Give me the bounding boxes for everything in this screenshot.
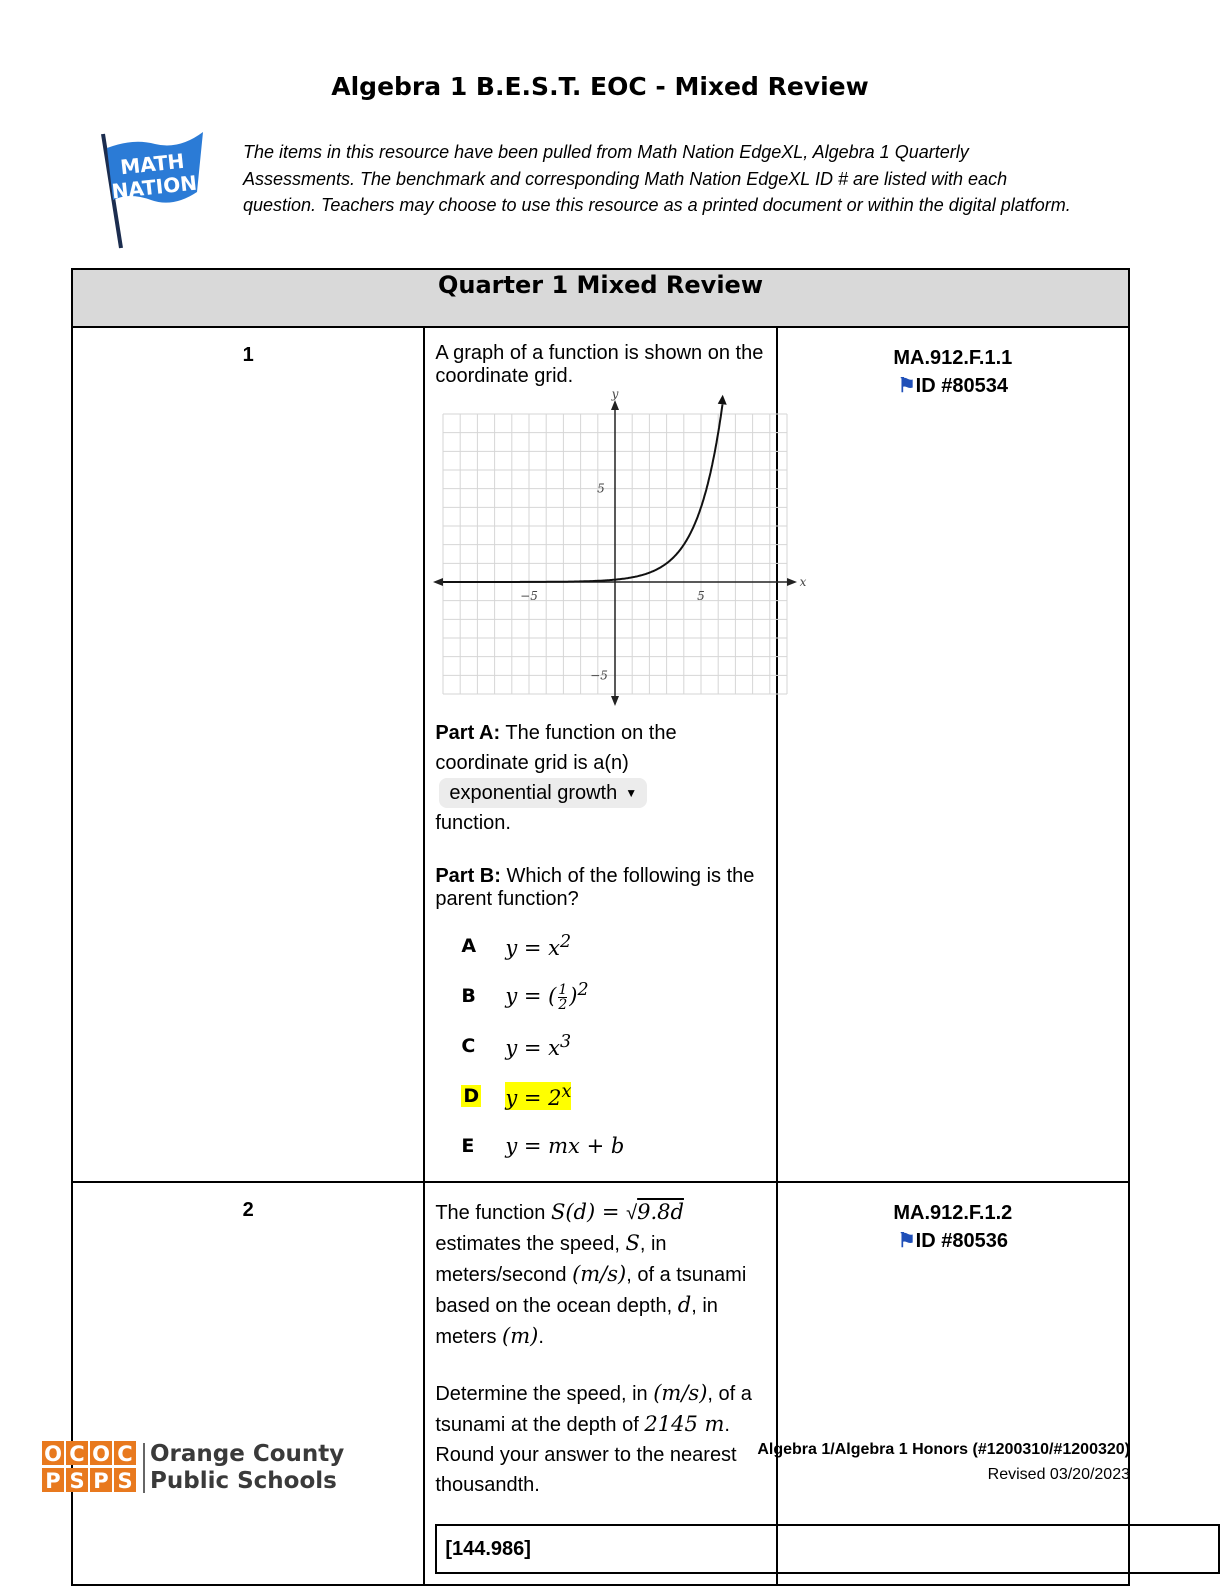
answer-dropdown[interactable]	[439, 778, 647, 808]
svg-text:S: S	[117, 1469, 133, 1493]
flag-icon: ⚑	[897, 1230, 916, 1252]
question-row	[72, 327, 1129, 1182]
x-tick-label: 5	[697, 589, 706, 603]
question-content	[424, 1182, 776, 1585]
part-b-text: Which of the following is the parent function?	[435, 865, 755, 910]
choice-expression: $y = 2^x$	[505, 1082, 572, 1110]
choice-letter: E	[461, 1135, 475, 1157]
choice-letter: D	[463, 1085, 480, 1107]
svg-text:MATH: MATH	[119, 148, 186, 180]
intro-text: The items in this resource have been pulled from Math Nation EdgeXL, Algebra 1 Quarterly Assessments. The benchmark and corresponding Math Nation EdgeXL ID # are listed with each question. Teachers may choose to use this resource as a printed document or within the digital platform.	[243, 142, 1071, 215]
flag-icon: ⚑	[897, 375, 916, 397]
question-meta	[777, 327, 1129, 1182]
choice-b[interactable]	[435, 971, 765, 1021]
part-b	[435, 865, 765, 911]
caret-down-icon: ▼	[625, 786, 638, 800]
choice-d-correct[interactable]	[435, 1071, 765, 1121]
question-row	[72, 1182, 1129, 1585]
benchmark-code: MA.912.F.1.2	[893, 1202, 1013, 1224]
review-table	[71, 268, 1130, 1586]
question-meta	[777, 1182, 1129, 1585]
question-content	[424, 327, 807, 1182]
revised-date: Revised 03/20/2023	[987, 1466, 1130, 1483]
answer-choices	[435, 921, 765, 1171]
dropdown-value: exponential growth	[449, 782, 618, 804]
benchmark-code: MA.912.F.1.1	[893, 347, 1013, 369]
choice-letter: A	[461, 935, 477, 957]
curve-arrow	[718, 395, 727, 405]
choice-expression: y = ( $\frac{1}{2}$ )$^2$	[505, 980, 589, 1013]
question-number: 1	[72, 327, 424, 1182]
footer-info	[757, 1437, 1130, 1487]
svg-text:P: P	[93, 1469, 109, 1493]
part-a-label: Part A:	[435, 722, 501, 744]
course-info: Algebra 1/Algebra 1 Honors (#1200310/#1200320)	[757, 1441, 1130, 1458]
coordinate-graph	[435, 387, 807, 708]
function-curve	[443, 404, 723, 582]
choice-expression: $y = x^2$	[505, 932, 572, 960]
svg-text:O: O	[44, 1442, 62, 1466]
svg-text:NATION: NATION	[110, 170, 199, 204]
edgexl-id: ⚑ID #80536	[897, 1230, 1008, 1252]
question-number: 2	[72, 1182, 424, 1585]
x-tick-label: −5	[520, 589, 539, 603]
y-axis-label: y	[611, 387, 619, 401]
svg-text:C: C	[117, 1442, 133, 1466]
edgexl-id: ⚑ID #80534	[897, 375, 1008, 397]
part-a-text: The function on the coordinate grid is a(n)	[435, 722, 677, 774]
math-nation-logo	[93, 126, 208, 250]
choice-e[interactable]	[435, 1121, 765, 1171]
choice-expression: $y = x^3$	[505, 1032, 572, 1060]
svg-text:S: S	[69, 1469, 85, 1493]
question-text: The function S(d) = √9.8d estimates the speed, S, in meters/second (m/s), of a tsunami based on the ocean depth, d, in meters (m).	[435, 1200, 747, 1348]
part-a-suffix: function.	[435, 812, 511, 834]
x-axis-label: x	[799, 575, 807, 589]
ocps-mark-icon	[42, 1441, 142, 1493]
y-axis-arrow	[611, 400, 619, 410]
choice-expression: y = mx + b	[505, 1134, 625, 1158]
part-b-label: Part B:	[435, 865, 501, 887]
section-title: Quarter 1 Mixed Review	[72, 269, 1129, 327]
svg-text:P: P	[45, 1469, 61, 1493]
x-axis-arrow	[433, 578, 443, 586]
choice-a[interactable]	[435, 921, 765, 971]
question-instruction: Determine the speed, in (m/s), of a tsunami at the depth of 2145 m. Round your answer to the nearest thousandth.	[435, 1381, 752, 1496]
choice-c[interactable]	[435, 1021, 765, 1071]
choice-letter: C	[461, 1035, 476, 1057]
svg-text:C: C	[69, 1442, 85, 1466]
ocps-name: Orange County Public Schools	[150, 1441, 345, 1494]
choice-letter: B	[461, 985, 476, 1007]
part-a	[435, 718, 765, 838]
y-tick-label: −5	[590, 668, 609, 683]
question-prompt: A graph of a function is shown on the coordinate grid.	[435, 342, 764, 387]
y-tick-label: 5	[597, 481, 606, 496]
y-axis-arrow	[611, 696, 619, 706]
svg-text:O: O	[92, 1442, 110, 1466]
ocps-logo	[42, 1441, 345, 1497]
document-title: Algebra 1 B.E.S.T. EOC - Mixed Review	[331, 72, 869, 101]
answer-value: [144.986]	[445, 1537, 531, 1560]
